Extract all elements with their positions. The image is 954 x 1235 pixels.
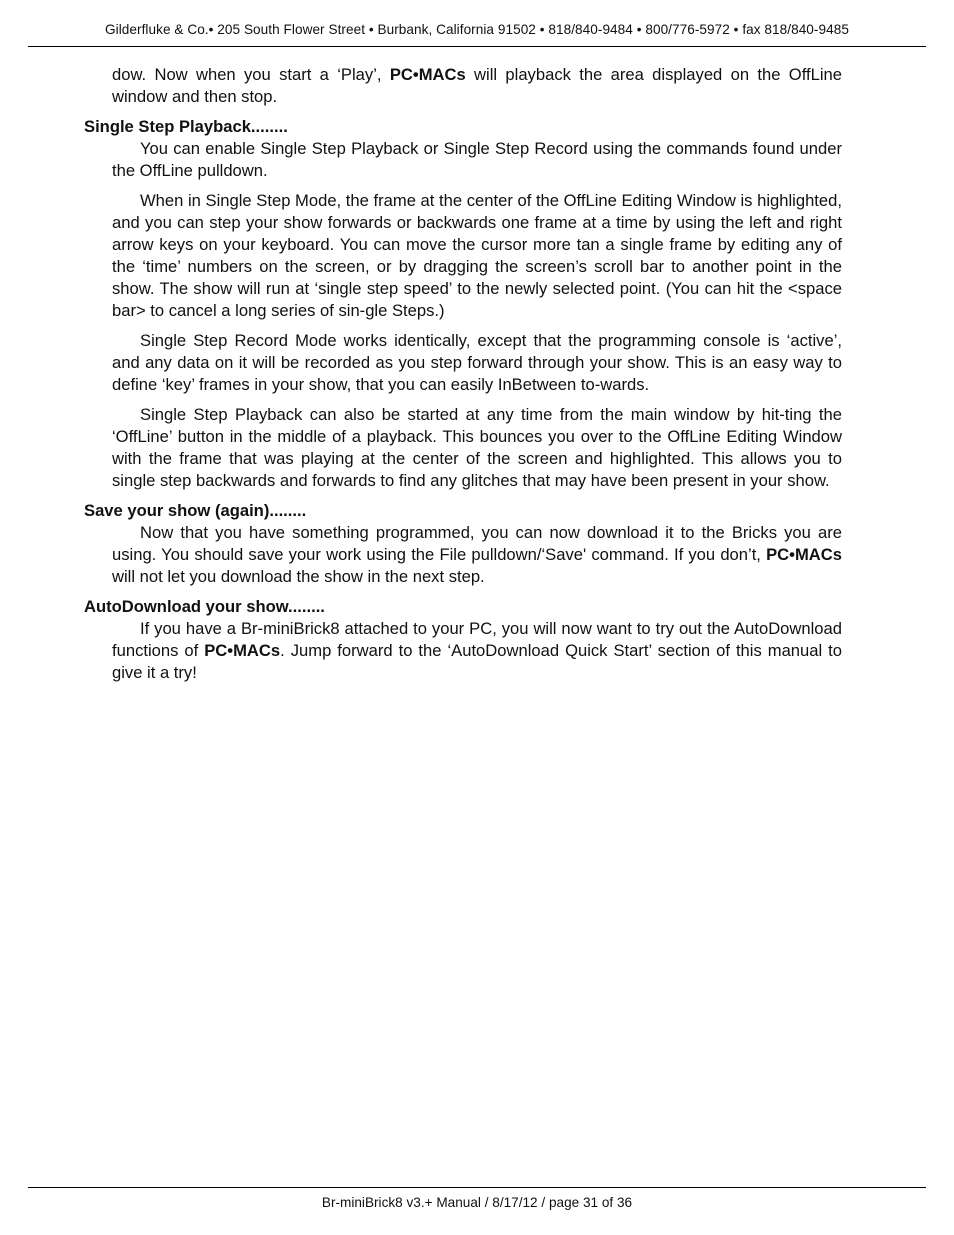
header-divider — [28, 46, 926, 47]
page-footer: Br-miniBrick8 v3.+ Manual / 8/17/12 / page 31 of 36 — [321, 1195, 633, 1210]
brand-name: PC•MACs — [389, 65, 466, 84]
paragraph: When in Single Step Mode, the frame at the center of the OffLine Editing Window is highlighted, and you can step your show forwards or backwards one frame at a time by using the left and right arrow keys on your keyboard. You can move the cursor more tan a single frame by editing any of the ‘time’ numbers on the screen, or by dragging the screen’s scroll bar to another point in the show. The show will run at ‘single step speed’ to the newly selected point. (You can hit the <space bar> to cancel a long series of sin-gle Steps.) — [112, 191, 842, 320]
page-content — [84, 64, 842, 692]
paragraph — [112, 522, 842, 588]
paragraph — [112, 618, 842, 684]
section-heading-autodownload: AutoDownload your show........ — [84, 597, 325, 616]
paragraph: Single Step Record Mode works identically, except that the programming console is ‘active’, and any data on it will be recorded as you step forward through your show. This is an easy way to define ‘key’ frames in your show, that you can easily InBetween to-wards. — [112, 331, 842, 394]
text-run: If you have a Br-miniBrick8 attached to your PC, you will now want to try out the AutoDownload functions of — [112, 619, 842, 660]
section-heading-save: Save your show (again)........ — [84, 501, 307, 520]
continued-paragraph — [112, 64, 842, 108]
paragraph: You can enable Single Step Playback or Single Step Record using the commands found under the OffLine pulldown. — [112, 139, 842, 180]
text-run: will playback the area displayed on the OffLine window and then stop. — [112, 65, 842, 106]
brand-name: PC•MACs — [766, 545, 842, 564]
paragraph: Single Step Playback can also be started at any time from the main window by hit-ting the ‘OffLine’ button in the middle of a playback. This bounces you over to the OffLine Editing Window with the frame that was playing at the center of the screen and highlighted. This allows you to single step backwards and forwards to find any glitches that may have been present in your show. — [112, 405, 842, 490]
brand-name: PC•MACs — [204, 641, 281, 660]
text-run: . Jump forward to the ‘AutoDownload Quick Start’ section of this manual to give it a try! — [112, 641, 842, 682]
text-run: will not let you download the show in the next step. — [112, 567, 485, 586]
page-header: Gilderfluke & Co.• 205 South Flower Street • Burbank, California 91502 • 818/840-9484 • 800/776-5972 • fax 818/840-9485 — [105, 22, 849, 37]
section-heading-single-step: Single Step Playback........ — [84, 117, 288, 136]
footer-divider — [28, 1187, 926, 1188]
text-run: Now that you have something programmed, you can now download it to the Bricks you are using. You should save your work using the File pulldown/‘Save' command. If you don’t, — [112, 523, 842, 564]
text-run: dow. Now when you start a ‘Play’, — [112, 65, 390, 84]
